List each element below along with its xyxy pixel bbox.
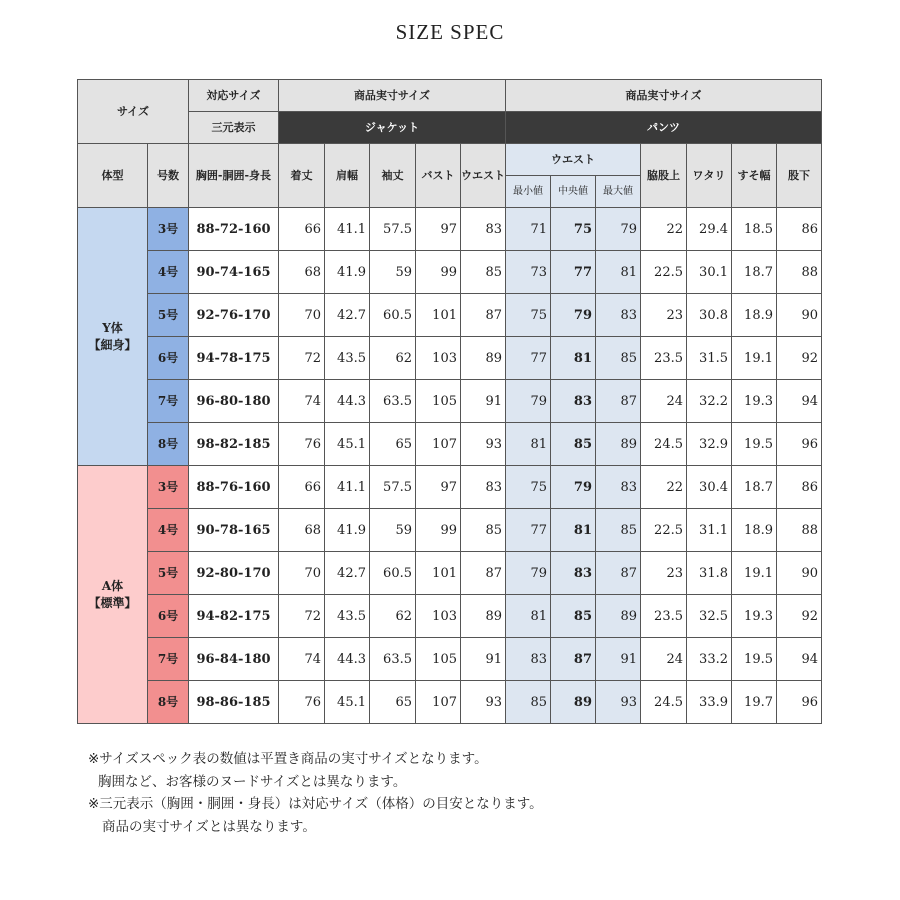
size-dimensions: 90-74-165	[189, 251, 279, 294]
cell-bust: 97	[416, 208, 461, 251]
cell-waist-max: 83	[596, 466, 641, 509]
size-dimensions: 94-78-175	[189, 337, 279, 380]
header-waist-mid: 中央値	[551, 176, 596, 208]
size-dimensions: 88-76-160	[189, 466, 279, 509]
cell-jacket-waist: 93	[461, 423, 506, 466]
cell-waist-max: 79	[596, 208, 641, 251]
cell-rise: 22	[641, 466, 687, 509]
cell-thigh: 31.1	[687, 509, 732, 552]
cell-sleeve: 63.5	[370, 380, 416, 423]
size-number: 6号	[148, 595, 189, 638]
cell-bust: 99	[416, 509, 461, 552]
cell-jacket-waist: 87	[461, 552, 506, 595]
cell-waist-mid: 89	[551, 681, 596, 724]
cell-waist-mid: 79	[551, 294, 596, 337]
size-number: 4号	[148, 251, 189, 294]
cell-waist-min: 75	[506, 294, 551, 337]
cell-bust: 103	[416, 337, 461, 380]
cell-waist-min: 81	[506, 595, 551, 638]
header-pants-waist: ウエスト	[506, 144, 641, 176]
cell-jacket-length: 66	[279, 466, 325, 509]
size-number: 7号	[148, 638, 189, 681]
cell-bust: 101	[416, 294, 461, 337]
cell-waist-max: 83	[596, 294, 641, 337]
cell-shoulder: 45.1	[325, 681, 370, 724]
header-pants: パンツ	[506, 112, 822, 144]
size-dimensions: 98-86-185	[189, 681, 279, 724]
cell-inseam: 96	[777, 681, 822, 724]
cell-waist-min: 81	[506, 423, 551, 466]
cell-sleeve: 65	[370, 681, 416, 724]
cell-hem: 19.1	[732, 552, 777, 595]
header-pants-product-size: 商品実寸サイズ	[506, 80, 822, 112]
cell-bust: 101	[416, 552, 461, 595]
cell-shoulder: 43.5	[325, 337, 370, 380]
size-spec-table	[77, 79, 822, 724]
cell-thigh: 31.5	[687, 337, 732, 380]
cell-jacket-length: 76	[279, 423, 325, 466]
size-dimensions: 96-84-180	[189, 638, 279, 681]
size-number: 5号	[148, 294, 189, 337]
size-number: 6号	[148, 337, 189, 380]
cell-inseam: 94	[777, 638, 822, 681]
cell-bust: 107	[416, 681, 461, 724]
cell-shoulder: 41.1	[325, 208, 370, 251]
header-jacket-product-size: 商品実寸サイズ	[279, 80, 506, 112]
cell-thigh: 30.8	[687, 294, 732, 337]
header-sleeve: 袖丈	[370, 144, 416, 208]
cell-hem: 18.9	[732, 509, 777, 552]
header-jacket-length: 着丈	[279, 144, 325, 208]
cell-sleeve: 59	[370, 251, 416, 294]
cell-waist-mid: 85	[551, 423, 596, 466]
size-number: 7号	[148, 380, 189, 423]
table-row	[78, 552, 822, 595]
cell-hem: 18.7	[732, 466, 777, 509]
cell-waist-mid: 83	[551, 380, 596, 423]
cell-waist-max: 89	[596, 595, 641, 638]
cell-jacket-waist: 85	[461, 509, 506, 552]
header-rise: 脇股上	[641, 144, 687, 208]
cell-rise: 23.5	[641, 337, 687, 380]
cell-hem: 19.5	[732, 423, 777, 466]
cell-sleeve: 57.5	[370, 466, 416, 509]
cell-shoulder: 44.3	[325, 638, 370, 681]
cell-inseam: 90	[777, 294, 822, 337]
note-line-1: ※サイズスペック表の数値は平置き商品の実寸サイズとなります。	[88, 751, 488, 767]
cell-hem: 19.3	[732, 380, 777, 423]
cell-inseam: 86	[777, 466, 822, 509]
cell-waist-mid: 83	[551, 552, 596, 595]
cell-sleeve: 60.5	[370, 294, 416, 337]
cell-jacket-length: 76	[279, 681, 325, 724]
cell-waist-min: 85	[506, 681, 551, 724]
cell-waist-mid: 87	[551, 638, 596, 681]
cell-hem: 18.5	[732, 208, 777, 251]
table-row	[78, 294, 822, 337]
cell-hem: 19.1	[732, 337, 777, 380]
size-number: 4号	[148, 509, 189, 552]
cell-inseam: 92	[777, 595, 822, 638]
cell-sleeve: 60.5	[370, 552, 416, 595]
cell-jacket-waist: 91	[461, 638, 506, 681]
cell-sleeve: 59	[370, 509, 416, 552]
cell-rise: 23	[641, 552, 687, 595]
cell-waist-min: 79	[506, 380, 551, 423]
header-bust: バスト	[416, 144, 461, 208]
table-row	[78, 251, 822, 294]
cell-jacket-length: 70	[279, 294, 325, 337]
cell-inseam: 96	[777, 423, 822, 466]
cell-jacket-waist: 83	[461, 466, 506, 509]
cell-waist-min: 83	[506, 638, 551, 681]
cell-waist-max: 87	[596, 552, 641, 595]
size-dimensions: 96-80-180	[189, 380, 279, 423]
cell-thigh: 33.2	[687, 638, 732, 681]
header-waist-max: 最大値	[596, 176, 641, 208]
cell-bust: 99	[416, 251, 461, 294]
size-dimensions: 90-78-165	[189, 509, 279, 552]
cell-waist-max: 85	[596, 337, 641, 380]
cell-jacket-length: 74	[279, 380, 325, 423]
cell-thigh: 30.4	[687, 466, 732, 509]
cell-bust: 97	[416, 466, 461, 509]
table-row	[78, 466, 822, 509]
header-corresponding-size: 対応サイズ	[189, 80, 279, 112]
cell-jacket-length: 68	[279, 509, 325, 552]
cell-waist-max: 85	[596, 509, 641, 552]
notes	[88, 748, 848, 838]
cell-waist-min: 75	[506, 466, 551, 509]
size-dimensions: 98-82-185	[189, 423, 279, 466]
table-row	[78, 380, 822, 423]
cell-shoulder: 41.9	[325, 251, 370, 294]
cell-rise: 23.5	[641, 595, 687, 638]
cell-sleeve: 62	[370, 595, 416, 638]
cell-rise: 22	[641, 208, 687, 251]
cell-waist-mid: 81	[551, 509, 596, 552]
cell-thigh: 30.1	[687, 251, 732, 294]
header-dimensions: 胸囲-胴囲-身長	[189, 144, 279, 208]
cell-waist-max: 89	[596, 423, 641, 466]
cell-shoulder: 45.1	[325, 423, 370, 466]
size-dimensions: 88-72-160	[189, 208, 279, 251]
header-body-type: 体型	[78, 144, 148, 208]
table-row	[78, 423, 822, 466]
cell-jacket-waist: 93	[461, 681, 506, 724]
cell-shoulder: 41.9	[325, 509, 370, 552]
cell-waist-max: 81	[596, 251, 641, 294]
cell-jacket-waist: 89	[461, 595, 506, 638]
cell-waist-max: 91	[596, 638, 641, 681]
cell-hem: 19.3	[732, 595, 777, 638]
cell-inseam: 94	[777, 380, 822, 423]
size-dimensions: 92-76-170	[189, 294, 279, 337]
cell-sleeve: 65	[370, 423, 416, 466]
cell-rise: 22.5	[641, 509, 687, 552]
cell-waist-min: 77	[506, 337, 551, 380]
cell-waist-mid: 77	[551, 251, 596, 294]
size-dimensions: 94-82-175	[189, 595, 279, 638]
cell-thigh: 32.9	[687, 423, 732, 466]
cell-rise: 24	[641, 380, 687, 423]
cell-hem: 19.5	[732, 638, 777, 681]
cell-waist-mid: 81	[551, 337, 596, 380]
header-inseam: 股下	[777, 144, 822, 208]
cell-sleeve: 63.5	[370, 638, 416, 681]
cell-jacket-waist: 85	[461, 251, 506, 294]
size-number: 8号	[148, 681, 189, 724]
table-row	[78, 681, 822, 724]
header-number: 号数	[148, 144, 189, 208]
cell-thigh: 32.5	[687, 595, 732, 638]
cell-waist-mid: 85	[551, 595, 596, 638]
cell-shoulder: 42.7	[325, 294, 370, 337]
cell-jacket-waist: 87	[461, 294, 506, 337]
cell-shoulder: 43.5	[325, 595, 370, 638]
cell-thigh: 29.4	[687, 208, 732, 251]
cell-inseam: 90	[777, 552, 822, 595]
cell-waist-max: 93	[596, 681, 641, 724]
note-line-4: 商品の実寸サイズとは異なります。	[102, 818, 316, 835]
cell-bust: 105	[416, 380, 461, 423]
cell-waist-min: 77	[506, 509, 551, 552]
header-size: サイズ	[78, 80, 189, 144]
size-number: 5号	[148, 552, 189, 595]
cell-bust: 107	[416, 423, 461, 466]
cell-waist-min: 79	[506, 552, 551, 595]
cell-thigh: 33.9	[687, 681, 732, 724]
cell-jacket-length: 72	[279, 337, 325, 380]
header-hem: すそ幅	[732, 144, 777, 208]
header-three-element: 三元表示	[189, 112, 279, 144]
cell-waist-min: 71	[506, 208, 551, 251]
cell-inseam: 88	[777, 251, 822, 294]
cell-rise: 23	[641, 294, 687, 337]
table-row	[78, 208, 822, 251]
cell-rise: 24.5	[641, 681, 687, 724]
size-number: 3号	[148, 466, 189, 509]
cell-rise: 22.5	[641, 251, 687, 294]
cell-thigh: 32.2	[687, 380, 732, 423]
table-row	[78, 638, 822, 681]
cell-jacket-length: 66	[279, 208, 325, 251]
body-type-y: Y体 【細身】	[78, 208, 148, 466]
cell-sleeve: 57.5	[370, 208, 416, 251]
cell-jacket-length: 70	[279, 552, 325, 595]
cell-sleeve: 62	[370, 337, 416, 380]
cell-waist-mid: 75	[551, 208, 596, 251]
cell-bust: 103	[416, 595, 461, 638]
cell-jacket-waist: 83	[461, 208, 506, 251]
cell-shoulder: 42.7	[325, 552, 370, 595]
cell-rise: 24.5	[641, 423, 687, 466]
page-title: SIZE SPEC	[395, 20, 505, 44]
cell-shoulder: 41.1	[325, 466, 370, 509]
size-number: 3号	[148, 208, 189, 251]
body-type-a: A体 【標準】	[78, 466, 148, 724]
header-jacket: ジャケット	[279, 112, 506, 144]
cell-jacket-waist: 89	[461, 337, 506, 380]
header-thigh: ワタリ	[687, 144, 732, 208]
table-row	[78, 337, 822, 380]
note-line-2: 胸囲など、お客様のヌードサイズとは異なります。	[98, 773, 407, 790]
cell-waist-max: 87	[596, 380, 641, 423]
cell-jacket-length: 68	[279, 251, 325, 294]
header-waist-min: 最小値	[506, 176, 551, 208]
cell-jacket-length: 72	[279, 595, 325, 638]
cell-bust: 105	[416, 638, 461, 681]
size-dimensions: 92-80-170	[189, 552, 279, 595]
cell-jacket-length: 74	[279, 638, 325, 681]
cell-waist-mid: 79	[551, 466, 596, 509]
cell-jacket-waist: 91	[461, 380, 506, 423]
cell-rise: 24	[641, 638, 687, 681]
table-row	[78, 595, 822, 638]
cell-shoulder: 44.3	[325, 380, 370, 423]
cell-inseam: 92	[777, 337, 822, 380]
cell-hem: 19.7	[732, 681, 777, 724]
cell-hem: 18.7	[732, 251, 777, 294]
table-row	[78, 509, 822, 552]
header-shoulder: 肩幅	[325, 144, 370, 208]
header-jacket-waist: ウエスト	[461, 144, 506, 208]
cell-waist-min: 73	[506, 251, 551, 294]
cell-inseam: 86	[777, 208, 822, 251]
cell-hem: 18.9	[732, 294, 777, 337]
size-number: 8号	[148, 423, 189, 466]
cell-thigh: 31.8	[687, 552, 732, 595]
cell-inseam: 88	[777, 509, 822, 552]
note-line-3: ※三元表示（胸囲・胴囲・身長）は対応サイズ（体格）の目安となります。	[88, 796, 543, 812]
